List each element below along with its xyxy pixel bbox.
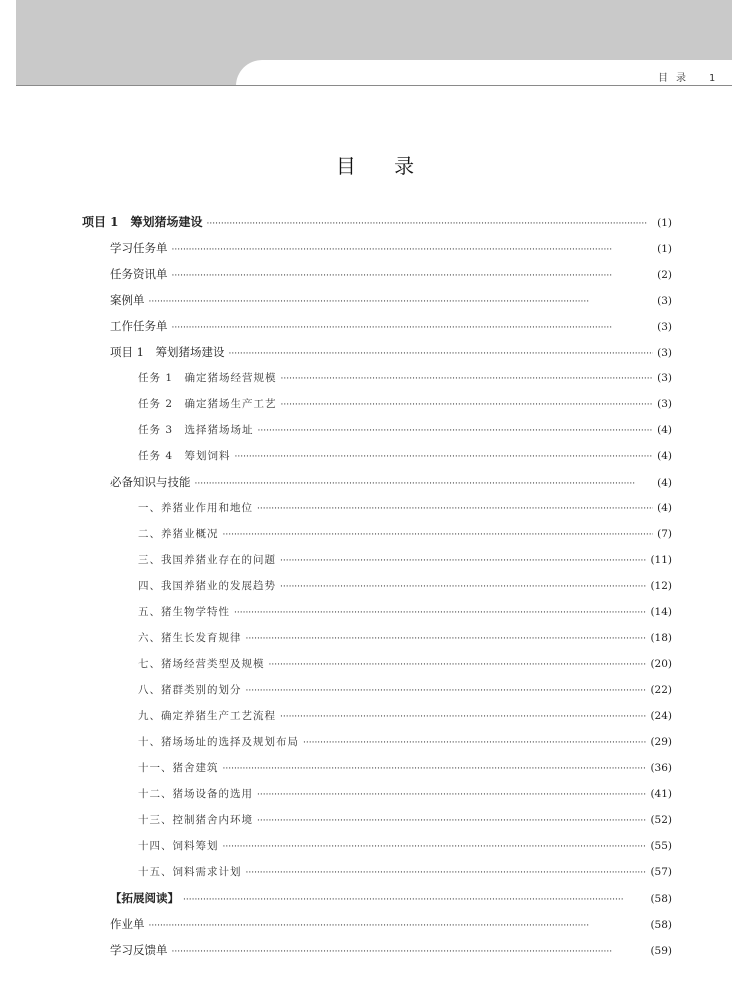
toc-entry-page: (1) [657,243,672,255]
header-rule [16,85,732,86]
toc-entry-title: 六、猪生长发育规律 [138,632,242,644]
toc-entry-page: (3) [657,398,672,410]
toc-entry[interactable] [82,625,672,651]
dot-leader [172,263,654,289]
table-of-contents [82,209,672,963]
dot-leader [281,366,654,392]
toc-entry-page: (12) [650,580,672,592]
dot-leader [172,237,654,263]
toc-entry-title: 作业单 [110,917,145,931]
toc-entry-title: 学习反馈单 [110,943,168,957]
toc-entry-page: (36) [650,762,672,774]
dot-leader [223,834,647,860]
toc-entry[interactable] [82,885,672,911]
toc-entry-title: 一、养猪业作用和地位 [138,502,253,514]
dot-leader [280,704,646,730]
toc-entry[interactable] [82,937,672,963]
toc-entry-page: (3) [657,321,672,333]
toc-entry-title: 任务 4 筹划饲料 [138,450,231,462]
toc-entry-title: 九、确定养猪生产工艺流程 [138,710,276,722]
toc-entry-page: (24) [650,710,672,722]
dot-leader [207,211,654,237]
toc-entry-title: 项目 1 筹划猪场建设 [110,345,225,359]
toc-entry-title: 八、猪群类别的划分 [138,684,242,696]
toc-entry[interactable] [82,573,672,599]
toc-entry[interactable] [82,313,672,339]
toc-entry-title: 工作任务单 [110,319,168,333]
toc-entry[interactable] [82,391,672,417]
dot-leader [223,522,654,548]
toc-entry-page: (4) [657,450,672,462]
toc-entry-title: 十、猪场场址的选择及规划布局 [138,736,299,748]
toc-entry-title: 十二、猪场设备的选用 [138,788,253,800]
toc-entry-page: (58) [650,919,672,931]
dot-leader [223,756,647,782]
toc-entry-title: 任务 3 选择猪场场址 [138,424,254,436]
toc-entry[interactable] [82,807,672,833]
toc-entry-page: (3) [657,372,672,384]
toc-entry[interactable] [82,521,672,547]
dot-leader [281,392,654,418]
dot-leader [228,341,653,367]
toc-entry[interactable] [82,365,672,391]
toc-entry[interactable] [82,261,672,287]
toc-entry[interactable] [82,677,672,703]
toc-entry-page: (14) [650,606,672,618]
toc-entry[interactable] [82,651,672,677]
toc-entry[interactable] [82,599,672,625]
dot-leader [246,678,647,704]
toc-entry-title: 任务 1 确定猪场经营规模 [138,372,277,384]
toc-entry[interactable] [82,209,672,235]
toc-entry-title: 【拓展阅读】 [110,891,179,905]
dot-leader [246,860,647,886]
toc-entry-page: (58) [650,893,672,905]
toc-entry-title: 学习任务单 [110,241,168,255]
dot-leader [172,315,654,341]
toc-entry-title: 必备知识与技能 [110,475,191,489]
toc-entry[interactable] [82,911,672,937]
toc-entry-title: 项目 1 筹划猪场建设 [82,215,203,229]
toc-entry[interactable] [82,703,672,729]
toc-entry-page: (55) [650,840,672,852]
toc-entry[interactable] [82,339,672,365]
toc-entry-page: (4) [657,502,672,514]
toc-entry-title: 十一、猪舍建筑 [138,762,219,774]
dot-leader [246,626,647,652]
toc-entry-page: (7) [657,528,672,540]
toc-entry[interactable] [82,469,672,495]
dot-leader [280,548,646,574]
toc-entry[interactable] [82,859,672,885]
dot-leader [149,913,647,939]
toc-entry-title: 十三、控制猪舍内环境 [138,814,253,826]
toc-entry-title: 三、我国养猪业存在的问题 [138,554,276,566]
toc-entry-page: (52) [650,814,672,826]
toc-entry-page: (22) [650,684,672,696]
page-title: 目 录 [335,154,431,178]
dot-leader [280,574,646,600]
toc-entry-page: (4) [657,477,672,489]
dot-leader [172,939,647,965]
dot-leader [258,418,654,444]
toc-entry[interactable] [82,495,672,521]
running-head [658,69,716,84]
toc-entry-page: (57) [650,866,672,878]
dot-leader [149,289,654,315]
toc-entry-page: (29) [650,736,672,748]
toc-entry-title: 任务 2 确定猪场生产工艺 [138,398,277,410]
toc-entry-title: 四、我国养猪业的发展趋势 [138,580,276,592]
dot-leader [257,496,653,522]
toc-entry[interactable] [82,755,672,781]
toc-entry-page: (20) [650,658,672,670]
toc-entry-page: (1) [657,217,672,229]
toc-entry[interactable] [82,287,672,313]
toc-entry[interactable] [82,235,672,261]
dot-leader [269,652,647,678]
toc-entry-page: (2) [657,269,672,281]
toc-entry-page: (41) [650,788,672,800]
toc-entry[interactable] [82,833,672,859]
toc-entry-title: 十四、饲料筹划 [138,840,219,852]
toc-entry-title: 五、猪生物学特性 [138,606,230,618]
dot-leader [257,808,646,834]
toc-entry[interactable] [82,729,672,755]
toc-entry-title: 案例单 [110,293,145,307]
dot-leader [195,471,654,497]
toc-entry-page: (11) [650,554,672,566]
toc-entry-title: 任务资讯单 [110,267,168,281]
toc-entry-page: (59) [650,945,672,957]
toc-entry-page: (3) [657,295,672,307]
running-title: 目 录 [657,73,687,84]
dot-leader [234,600,646,626]
dot-leader [303,730,646,756]
toc-entry-page: (18) [650,632,672,644]
page-number: 1 [708,73,716,84]
dot-leader [257,782,646,808]
toc-entry-title: 二、养猪业概况 [138,528,219,540]
dot-leader [183,887,646,913]
dot-leader [235,444,654,470]
toc-entry[interactable] [82,547,672,573]
toc-entry-page: (4) [657,424,672,436]
toc-entry-page: (3) [657,347,672,359]
toc-entry[interactable] [82,417,672,443]
toc-entry-title: 七、猪场经营类型及规模 [138,658,265,670]
toc-entry[interactable] [82,781,672,807]
toc-entry[interactable] [82,443,672,469]
toc-entry-title: 十五、饲料需求计划 [138,866,242,878]
